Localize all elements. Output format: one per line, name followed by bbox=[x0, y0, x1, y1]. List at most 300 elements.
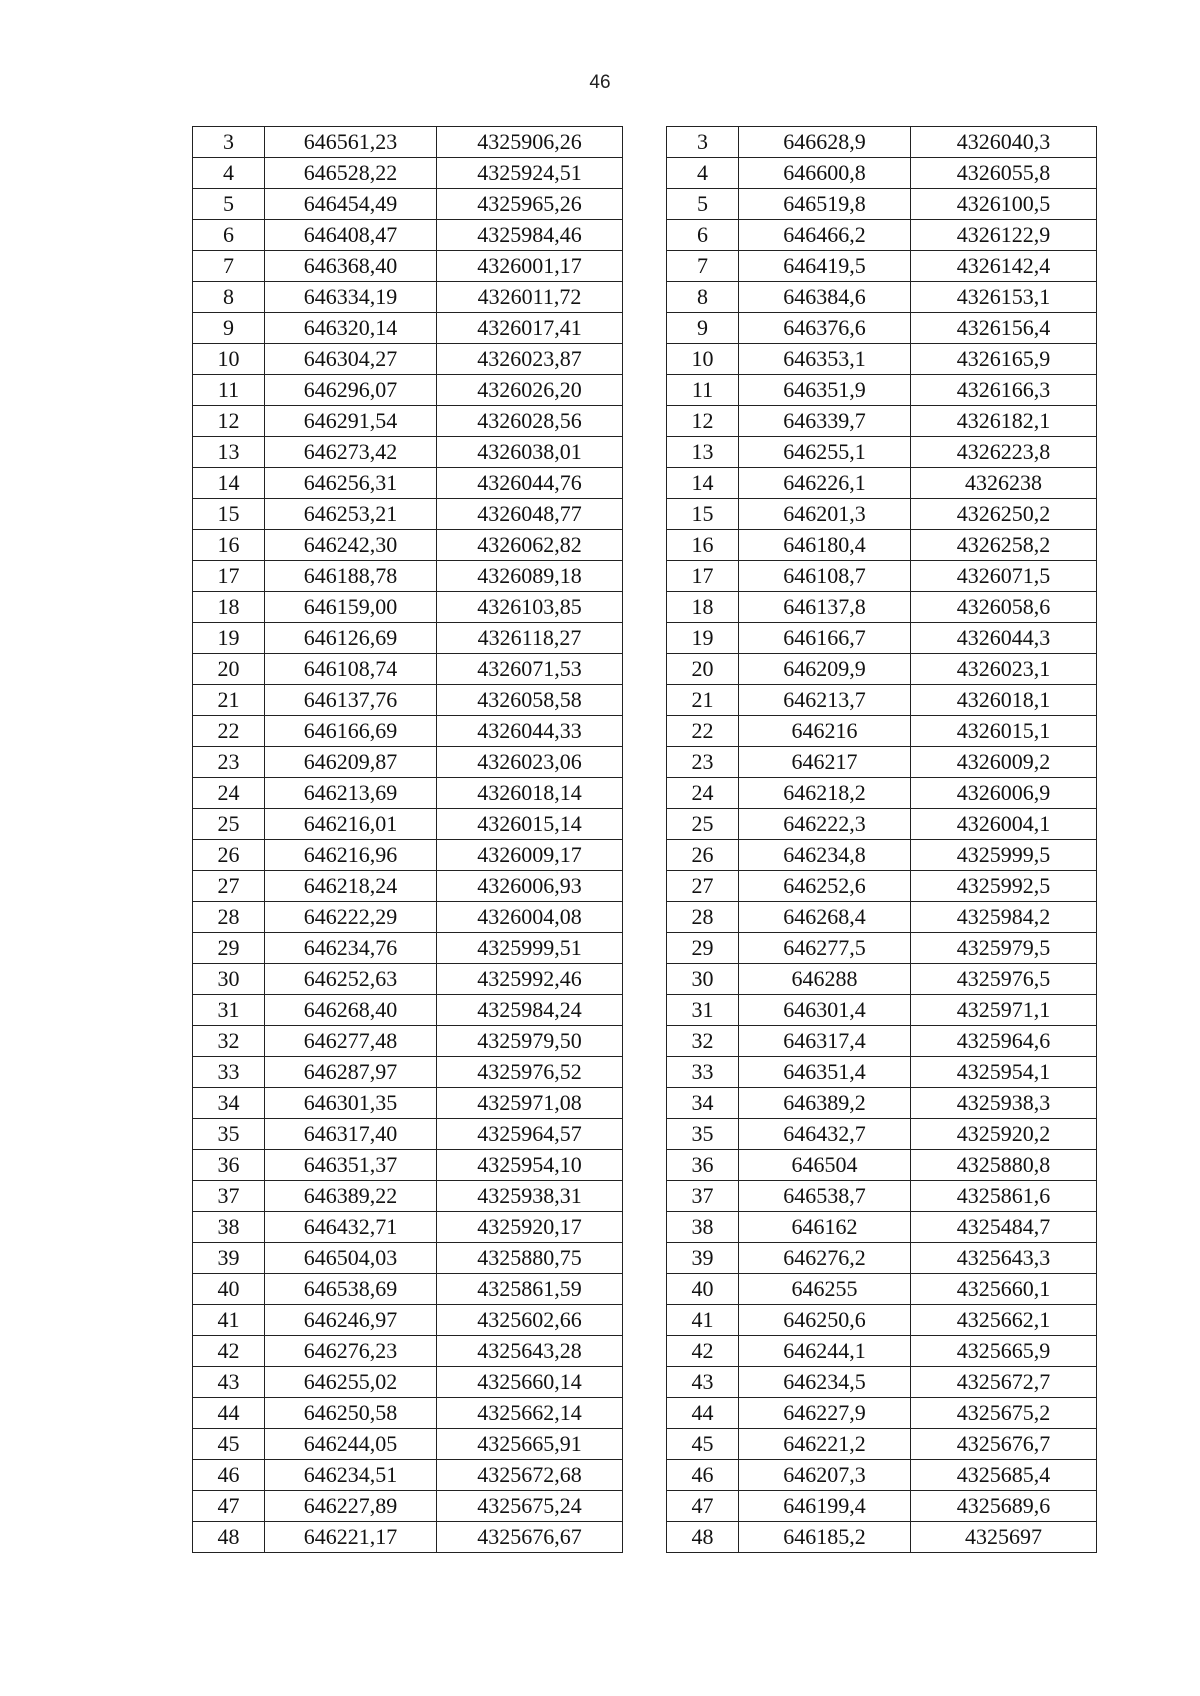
y-coordinate-cell: 4326038,01 bbox=[437, 437, 623, 468]
table-row bbox=[193, 716, 623, 747]
right-coordinates-table bbox=[666, 126, 1097, 1553]
y-coordinate-cell: 4326040,3 bbox=[911, 127, 1097, 158]
table-row bbox=[667, 375, 1097, 406]
y-coordinate-cell: 4326238 bbox=[911, 468, 1097, 499]
table-row bbox=[667, 1522, 1097, 1553]
y-coordinate-cell: 4326001,17 bbox=[437, 251, 623, 282]
table-row bbox=[667, 158, 1097, 189]
point-number-cell: 13 bbox=[667, 437, 739, 468]
x-coordinate-cell: 646227,9 bbox=[739, 1398, 911, 1429]
point-number-cell: 4 bbox=[667, 158, 739, 189]
y-coordinate-cell: 4325675,2 bbox=[911, 1398, 1097, 1429]
table-row bbox=[193, 499, 623, 530]
table-row bbox=[193, 1398, 623, 1429]
table-row bbox=[667, 1336, 1097, 1367]
table-row bbox=[193, 344, 623, 375]
point-number-cell: 24 bbox=[667, 778, 739, 809]
x-coordinate-cell: 646207,3 bbox=[739, 1460, 911, 1491]
x-coordinate-cell: 646351,4 bbox=[739, 1057, 911, 1088]
y-coordinate-cell: 4326071,53 bbox=[437, 654, 623, 685]
x-coordinate-cell: 646538,7 bbox=[739, 1181, 911, 1212]
point-number-cell: 44 bbox=[667, 1398, 739, 1429]
x-coordinate-cell: 646216,01 bbox=[265, 809, 437, 840]
table-row bbox=[667, 282, 1097, 313]
table-row bbox=[667, 716, 1097, 747]
point-number-cell: 23 bbox=[667, 747, 739, 778]
table-row bbox=[667, 1491, 1097, 1522]
table-row bbox=[667, 313, 1097, 344]
x-coordinate-cell: 646304,27 bbox=[265, 344, 437, 375]
x-coordinate-cell: 646234,8 bbox=[739, 840, 911, 871]
point-number-cell: 25 bbox=[193, 809, 265, 840]
point-number-cell: 48 bbox=[193, 1522, 265, 1553]
table-row bbox=[667, 685, 1097, 716]
table-row bbox=[193, 592, 623, 623]
x-coordinate-cell: 646253,21 bbox=[265, 499, 437, 530]
x-coordinate-cell: 646180,4 bbox=[739, 530, 911, 561]
x-coordinate-cell: 646600,8 bbox=[739, 158, 911, 189]
point-number-cell: 37 bbox=[193, 1181, 265, 1212]
table-row bbox=[667, 1398, 1097, 1429]
table-row bbox=[193, 220, 623, 251]
point-number-cell: 11 bbox=[667, 375, 739, 406]
x-coordinate-cell: 646244,05 bbox=[265, 1429, 437, 1460]
y-coordinate-cell: 4326004,08 bbox=[437, 902, 623, 933]
table-row bbox=[667, 1088, 1097, 1119]
point-number-cell: 23 bbox=[193, 747, 265, 778]
x-coordinate-cell: 646276,23 bbox=[265, 1336, 437, 1367]
table-row bbox=[667, 1305, 1097, 1336]
x-coordinate-cell: 646226,1 bbox=[739, 468, 911, 499]
x-coordinate-cell: 646234,5 bbox=[739, 1367, 911, 1398]
point-number-cell: 40 bbox=[667, 1274, 739, 1305]
y-coordinate-cell: 4326044,76 bbox=[437, 468, 623, 499]
point-number-cell: 6 bbox=[667, 220, 739, 251]
x-coordinate-cell: 646255,02 bbox=[265, 1367, 437, 1398]
x-coordinate-cell: 646519,8 bbox=[739, 189, 911, 220]
point-number-cell: 12 bbox=[193, 406, 265, 437]
x-coordinate-cell: 646561,23 bbox=[265, 127, 437, 158]
table-row bbox=[193, 964, 623, 995]
table-row bbox=[193, 1088, 623, 1119]
x-coordinate-cell: 646221,17 bbox=[265, 1522, 437, 1553]
y-coordinate-cell: 4326018,1 bbox=[911, 685, 1097, 716]
point-number-cell: 27 bbox=[667, 871, 739, 902]
x-coordinate-cell: 646209,87 bbox=[265, 747, 437, 778]
x-coordinate-cell: 646213,7 bbox=[739, 685, 911, 716]
x-coordinate-cell: 646334,19 bbox=[265, 282, 437, 313]
x-coordinate-cell: 646273,42 bbox=[265, 437, 437, 468]
table-row bbox=[193, 158, 623, 189]
y-coordinate-cell: 4326089,18 bbox=[437, 561, 623, 592]
table-row bbox=[667, 1460, 1097, 1491]
y-coordinate-cell: 4326071,5 bbox=[911, 561, 1097, 592]
y-coordinate-cell: 4325676,67 bbox=[437, 1522, 623, 1553]
y-coordinate-cell: 4325880,75 bbox=[437, 1243, 623, 1274]
left-coordinates-table bbox=[192, 126, 623, 1553]
point-number-cell: 12 bbox=[667, 406, 739, 437]
y-coordinate-cell: 4325992,46 bbox=[437, 964, 623, 995]
x-coordinate-cell: 646252,63 bbox=[265, 964, 437, 995]
table-row bbox=[667, 592, 1097, 623]
table-row bbox=[667, 778, 1097, 809]
point-number-cell: 22 bbox=[667, 716, 739, 747]
table-row bbox=[193, 1057, 623, 1088]
point-number-cell: 38 bbox=[667, 1212, 739, 1243]
table-row bbox=[667, 747, 1097, 778]
y-coordinate-cell: 4326103,85 bbox=[437, 592, 623, 623]
x-coordinate-cell: 646432,7 bbox=[739, 1119, 911, 1150]
x-coordinate-cell: 646277,5 bbox=[739, 933, 911, 964]
table-row bbox=[193, 778, 623, 809]
x-coordinate-cell: 646432,71 bbox=[265, 1212, 437, 1243]
x-coordinate-cell: 646242,30 bbox=[265, 530, 437, 561]
y-coordinate-cell: 4326048,77 bbox=[437, 499, 623, 530]
y-coordinate-cell: 4325906,26 bbox=[437, 127, 623, 158]
y-coordinate-cell: 4326006,93 bbox=[437, 871, 623, 902]
table-row bbox=[667, 933, 1097, 964]
x-coordinate-cell: 646227,89 bbox=[265, 1491, 437, 1522]
y-coordinate-cell: 4325979,5 bbox=[911, 933, 1097, 964]
table-row bbox=[667, 344, 1097, 375]
y-coordinate-cell: 4325924,51 bbox=[437, 158, 623, 189]
table-row bbox=[667, 871, 1097, 902]
table-row bbox=[667, 561, 1097, 592]
x-coordinate-cell: 646246,97 bbox=[265, 1305, 437, 1336]
point-number-cell: 33 bbox=[193, 1057, 265, 1088]
y-coordinate-cell: 4325665,9 bbox=[911, 1336, 1097, 1367]
point-number-cell: 29 bbox=[667, 933, 739, 964]
table-row bbox=[667, 251, 1097, 282]
y-coordinate-cell: 4326153,1 bbox=[911, 282, 1097, 313]
table-row bbox=[667, 1243, 1097, 1274]
x-coordinate-cell: 646291,54 bbox=[265, 406, 437, 437]
table-row bbox=[193, 902, 623, 933]
x-coordinate-cell: 646268,40 bbox=[265, 995, 437, 1026]
table-row bbox=[667, 1212, 1097, 1243]
point-number-cell: 40 bbox=[193, 1274, 265, 1305]
table-row bbox=[193, 189, 623, 220]
x-coordinate-cell: 646504,03 bbox=[265, 1243, 437, 1274]
point-number-cell: 35 bbox=[193, 1119, 265, 1150]
point-number-cell: 36 bbox=[667, 1150, 739, 1181]
y-coordinate-cell: 4326011,72 bbox=[437, 282, 623, 313]
y-coordinate-cell: 4325954,1 bbox=[911, 1057, 1097, 1088]
y-coordinate-cell: 4326062,82 bbox=[437, 530, 623, 561]
point-number-cell: 14 bbox=[667, 468, 739, 499]
table-row bbox=[193, 561, 623, 592]
table-row bbox=[193, 1460, 623, 1491]
point-number-cell: 17 bbox=[667, 561, 739, 592]
y-coordinate-cell: 4326044,33 bbox=[437, 716, 623, 747]
table-row bbox=[193, 809, 623, 840]
table-row bbox=[667, 468, 1097, 499]
table-row bbox=[667, 437, 1097, 468]
x-coordinate-cell: 646389,2 bbox=[739, 1088, 911, 1119]
point-number-cell: 3 bbox=[667, 127, 739, 158]
x-coordinate-cell: 646222,29 bbox=[265, 902, 437, 933]
y-coordinate-cell: 4325984,46 bbox=[437, 220, 623, 251]
table-row bbox=[193, 251, 623, 282]
y-coordinate-cell: 4325964,6 bbox=[911, 1026, 1097, 1057]
point-number-cell: 45 bbox=[193, 1429, 265, 1460]
point-number-cell: 30 bbox=[193, 964, 265, 995]
table-row bbox=[193, 1026, 623, 1057]
point-number-cell: 32 bbox=[193, 1026, 265, 1057]
x-coordinate-cell: 646353,1 bbox=[739, 344, 911, 375]
point-number-cell: 36 bbox=[193, 1150, 265, 1181]
x-coordinate-cell: 646250,6 bbox=[739, 1305, 911, 1336]
x-coordinate-cell: 646419,5 bbox=[739, 251, 911, 282]
y-coordinate-cell: 4326122,9 bbox=[911, 220, 1097, 251]
x-coordinate-cell: 646408,47 bbox=[265, 220, 437, 251]
table-row bbox=[193, 1367, 623, 1398]
y-coordinate-cell: 4325662,14 bbox=[437, 1398, 623, 1429]
table-row bbox=[193, 437, 623, 468]
x-coordinate-cell: 646351,37 bbox=[265, 1150, 437, 1181]
y-coordinate-cell: 4326156,4 bbox=[911, 313, 1097, 344]
point-number-cell: 28 bbox=[193, 902, 265, 933]
table-row bbox=[193, 1429, 623, 1460]
y-coordinate-cell: 4325938,3 bbox=[911, 1088, 1097, 1119]
x-coordinate-cell: 646368,40 bbox=[265, 251, 437, 282]
y-coordinate-cell: 4326017,41 bbox=[437, 313, 623, 344]
point-number-cell: 42 bbox=[193, 1336, 265, 1367]
x-coordinate-cell: 646159,00 bbox=[265, 592, 437, 623]
point-number-cell: 38 bbox=[193, 1212, 265, 1243]
x-coordinate-cell: 646317,4 bbox=[739, 1026, 911, 1057]
y-coordinate-cell: 4326258,2 bbox=[911, 530, 1097, 561]
y-coordinate-cell: 4326044,3 bbox=[911, 623, 1097, 654]
y-coordinate-cell: 4325964,57 bbox=[437, 1119, 623, 1150]
x-coordinate-cell: 646234,76 bbox=[265, 933, 437, 964]
point-number-cell: 46 bbox=[667, 1460, 739, 1491]
table-row bbox=[193, 1119, 623, 1150]
y-coordinate-cell: 4325971,1 bbox=[911, 995, 1097, 1026]
y-coordinate-cell: 4326100,5 bbox=[911, 189, 1097, 220]
table-row bbox=[193, 406, 623, 437]
table-row bbox=[193, 747, 623, 778]
point-number-cell: 15 bbox=[667, 499, 739, 530]
y-coordinate-cell: 4326006,9 bbox=[911, 778, 1097, 809]
x-coordinate-cell: 646339,7 bbox=[739, 406, 911, 437]
point-number-cell: 7 bbox=[667, 251, 739, 282]
x-coordinate-cell: 646244,1 bbox=[739, 1336, 911, 1367]
page-number: 46 bbox=[589, 72, 611, 93]
x-coordinate-cell: 646108,74 bbox=[265, 654, 437, 685]
point-number-cell: 13 bbox=[193, 437, 265, 468]
point-number-cell: 31 bbox=[667, 995, 739, 1026]
table-row bbox=[667, 1181, 1097, 1212]
x-coordinate-cell: 646276,2 bbox=[739, 1243, 911, 1274]
y-coordinate-cell: 4325676,7 bbox=[911, 1429, 1097, 1460]
table-row bbox=[667, 1274, 1097, 1305]
point-number-cell: 33 bbox=[667, 1057, 739, 1088]
x-coordinate-cell: 646126,69 bbox=[265, 623, 437, 654]
point-number-cell: 27 bbox=[193, 871, 265, 902]
y-coordinate-cell: 4325861,59 bbox=[437, 1274, 623, 1305]
point-number-cell: 46 bbox=[193, 1460, 265, 1491]
y-coordinate-cell: 4325880,8 bbox=[911, 1150, 1097, 1181]
x-coordinate-cell: 646528,22 bbox=[265, 158, 437, 189]
point-number-cell: 7 bbox=[193, 251, 265, 282]
point-number-cell: 47 bbox=[667, 1491, 739, 1522]
y-coordinate-cell: 4325602,66 bbox=[437, 1305, 623, 1336]
table-row bbox=[193, 282, 623, 313]
point-number-cell: 47 bbox=[193, 1491, 265, 1522]
table-row bbox=[667, 1367, 1097, 1398]
table-row bbox=[193, 1336, 623, 1367]
x-coordinate-cell: 646454,49 bbox=[265, 189, 437, 220]
y-coordinate-cell: 4325643,28 bbox=[437, 1336, 623, 1367]
point-number-cell: 9 bbox=[667, 313, 739, 344]
y-coordinate-cell: 4326055,8 bbox=[911, 158, 1097, 189]
point-number-cell: 26 bbox=[193, 840, 265, 871]
table-row bbox=[667, 406, 1097, 437]
table-row bbox=[193, 1150, 623, 1181]
y-coordinate-cell: 4326223,8 bbox=[911, 437, 1097, 468]
x-coordinate-cell: 646221,2 bbox=[739, 1429, 911, 1460]
x-coordinate-cell: 646287,97 bbox=[265, 1057, 437, 1088]
point-number-cell: 20 bbox=[193, 654, 265, 685]
table-row bbox=[193, 995, 623, 1026]
table-row bbox=[193, 1491, 623, 1522]
y-coordinate-cell: 4325992,5 bbox=[911, 871, 1097, 902]
y-coordinate-cell: 4326250,2 bbox=[911, 499, 1097, 530]
y-coordinate-cell: 4325954,10 bbox=[437, 1150, 623, 1181]
x-coordinate-cell: 646166,69 bbox=[265, 716, 437, 747]
table-row bbox=[193, 1243, 623, 1274]
table-row bbox=[193, 871, 623, 902]
y-coordinate-cell: 4325697 bbox=[911, 1522, 1097, 1553]
point-number-cell: 8 bbox=[193, 282, 265, 313]
x-coordinate-cell: 646137,76 bbox=[265, 685, 437, 716]
y-coordinate-cell: 4325979,50 bbox=[437, 1026, 623, 1057]
point-number-cell: 10 bbox=[667, 344, 739, 375]
table-row bbox=[667, 1119, 1097, 1150]
y-coordinate-cell: 4326182,1 bbox=[911, 406, 1097, 437]
y-coordinate-cell: 4326023,06 bbox=[437, 747, 623, 778]
y-coordinate-cell: 4325675,24 bbox=[437, 1491, 623, 1522]
x-coordinate-cell: 646384,6 bbox=[739, 282, 911, 313]
y-coordinate-cell: 4326118,27 bbox=[437, 623, 623, 654]
x-coordinate-cell: 646317,40 bbox=[265, 1119, 437, 1150]
table-row bbox=[193, 840, 623, 871]
table-row bbox=[193, 654, 623, 685]
point-number-cell: 14 bbox=[193, 468, 265, 499]
x-coordinate-cell: 646218,24 bbox=[265, 871, 437, 902]
x-coordinate-cell: 646234,51 bbox=[265, 1460, 437, 1491]
x-coordinate-cell: 646268,4 bbox=[739, 902, 911, 933]
point-number-cell: 18 bbox=[667, 592, 739, 623]
right-table-body bbox=[667, 127, 1097, 1553]
x-coordinate-cell: 646256,31 bbox=[265, 468, 437, 499]
point-number-cell: 32 bbox=[667, 1026, 739, 1057]
point-number-cell: 20 bbox=[667, 654, 739, 685]
x-coordinate-cell: 646216 bbox=[739, 716, 911, 747]
y-coordinate-cell: 4325660,1 bbox=[911, 1274, 1097, 1305]
point-number-cell: 5 bbox=[193, 189, 265, 220]
x-coordinate-cell: 646628,9 bbox=[739, 127, 911, 158]
y-coordinate-cell: 4325920,17 bbox=[437, 1212, 623, 1243]
x-coordinate-cell: 646538,69 bbox=[265, 1274, 437, 1305]
x-coordinate-cell: 646213,69 bbox=[265, 778, 437, 809]
x-coordinate-cell: 646217 bbox=[739, 747, 911, 778]
y-coordinate-cell: 4325999,5 bbox=[911, 840, 1097, 871]
y-coordinate-cell: 4325665,91 bbox=[437, 1429, 623, 1460]
y-coordinate-cell: 4325938,31 bbox=[437, 1181, 623, 1212]
table-row bbox=[193, 933, 623, 964]
x-coordinate-cell: 646222,3 bbox=[739, 809, 911, 840]
point-number-cell: 17 bbox=[193, 561, 265, 592]
point-number-cell: 41 bbox=[667, 1305, 739, 1336]
point-number-cell: 34 bbox=[193, 1088, 265, 1119]
x-coordinate-cell: 646216,96 bbox=[265, 840, 437, 871]
x-coordinate-cell: 646466,2 bbox=[739, 220, 911, 251]
y-coordinate-cell: 4325984,2 bbox=[911, 902, 1097, 933]
x-coordinate-cell: 646108,7 bbox=[739, 561, 911, 592]
x-coordinate-cell: 646162 bbox=[739, 1212, 911, 1243]
table-row bbox=[193, 530, 623, 561]
x-coordinate-cell: 646255 bbox=[739, 1274, 911, 1305]
x-coordinate-cell: 646351,9 bbox=[739, 375, 911, 406]
y-coordinate-cell: 4326023,1 bbox=[911, 654, 1097, 685]
table-row bbox=[667, 654, 1097, 685]
y-coordinate-cell: 4325984,24 bbox=[437, 995, 623, 1026]
point-number-cell: 43 bbox=[667, 1367, 739, 1398]
table-row bbox=[667, 127, 1097, 158]
y-coordinate-cell: 4325920,2 bbox=[911, 1119, 1097, 1150]
y-coordinate-cell: 4326028,56 bbox=[437, 406, 623, 437]
point-number-cell: 9 bbox=[193, 313, 265, 344]
y-coordinate-cell: 4325685,4 bbox=[911, 1460, 1097, 1491]
table-row bbox=[667, 623, 1097, 654]
x-coordinate-cell: 646255,1 bbox=[739, 437, 911, 468]
y-coordinate-cell: 4326018,14 bbox=[437, 778, 623, 809]
point-number-cell: 45 bbox=[667, 1429, 739, 1460]
point-number-cell: 24 bbox=[193, 778, 265, 809]
y-coordinate-cell: 4326166,3 bbox=[911, 375, 1097, 406]
point-number-cell: 44 bbox=[193, 1398, 265, 1429]
point-number-cell: 18 bbox=[193, 592, 265, 623]
y-coordinate-cell: 4325672,7 bbox=[911, 1367, 1097, 1398]
y-coordinate-cell: 4325662,1 bbox=[911, 1305, 1097, 1336]
point-number-cell: 39 bbox=[667, 1243, 739, 1274]
table-row bbox=[667, 840, 1097, 871]
y-coordinate-cell: 4325672,68 bbox=[437, 1460, 623, 1491]
table-row bbox=[667, 1026, 1097, 1057]
point-number-cell: 19 bbox=[193, 623, 265, 654]
point-number-cell: 8 bbox=[667, 282, 739, 313]
table-row bbox=[193, 127, 623, 158]
y-coordinate-cell: 4326142,4 bbox=[911, 251, 1097, 282]
y-coordinate-cell: 4326023,87 bbox=[437, 344, 623, 375]
y-coordinate-cell: 4325689,6 bbox=[911, 1491, 1097, 1522]
x-coordinate-cell: 646376,6 bbox=[739, 313, 911, 344]
y-coordinate-cell: 4325965,26 bbox=[437, 189, 623, 220]
point-number-cell: 25 bbox=[667, 809, 739, 840]
table-row bbox=[193, 623, 623, 654]
point-number-cell: 34 bbox=[667, 1088, 739, 1119]
point-number-cell: 31 bbox=[193, 995, 265, 1026]
y-coordinate-cell: 4325976,5 bbox=[911, 964, 1097, 995]
x-coordinate-cell: 646185,2 bbox=[739, 1522, 911, 1553]
x-coordinate-cell: 646301,4 bbox=[739, 995, 911, 1026]
point-number-cell: 28 bbox=[667, 902, 739, 933]
point-number-cell: 16 bbox=[667, 530, 739, 561]
point-number-cell: 37 bbox=[667, 1181, 739, 1212]
point-number-cell: 10 bbox=[193, 344, 265, 375]
